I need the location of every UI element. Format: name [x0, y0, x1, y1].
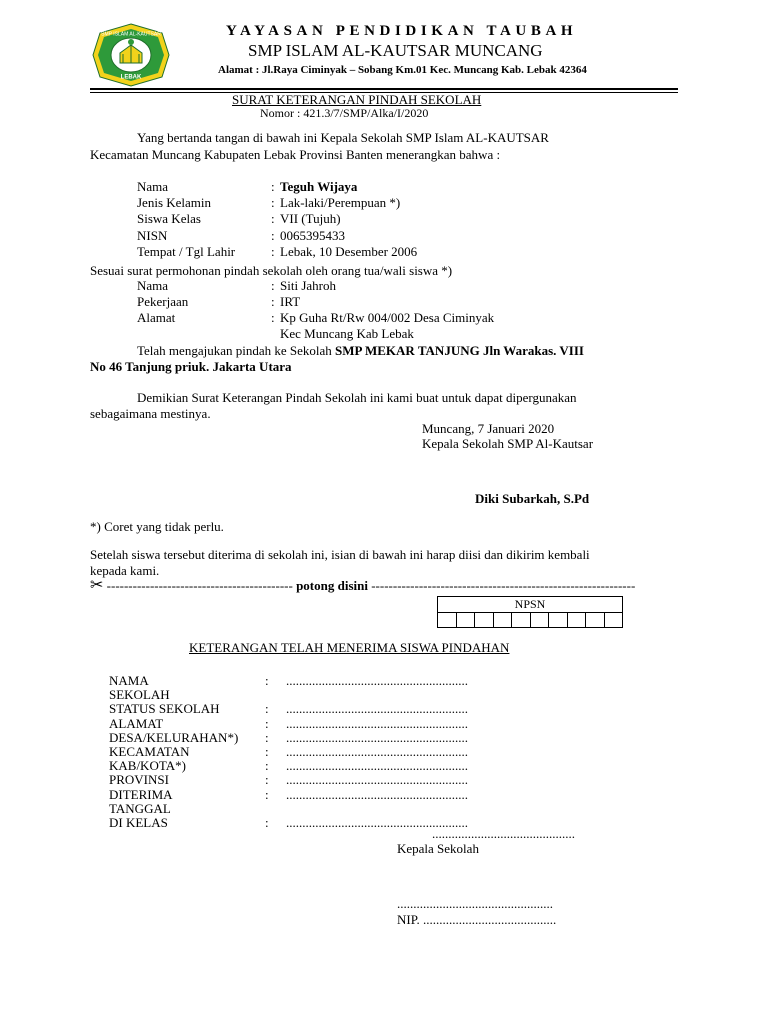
npsn-label: NPSN	[438, 597, 623, 613]
student-field-label: Jenis Kelamin	[137, 195, 212, 211]
receipt-field-label: TANGGAL	[109, 800, 171, 816]
logo-top-text: SMP ISLAM AL-KAUTSAR	[101, 31, 161, 38]
receipt-field-input[interactable]: ........................................................	[286, 815, 468, 830]
parent-field-value: Kp Guha Rt/Rw 004/002 Desa Ciminyak	[280, 310, 495, 325]
receipt-field-label: NAMA	[109, 673, 149, 688]
student-field-label: NISN	[137, 227, 168, 243]
receipt-field-colon: :	[265, 786, 269, 802]
npsn-digit-cell[interactable]	[475, 613, 494, 628]
transfer-line-1	[137, 343, 584, 359]
parent-address-line-2: Kec Muncang Kab Lebak	[280, 326, 414, 341]
foundation-name: YAYASAN PENDIDIKAN TAUBAH	[226, 23, 578, 39]
student-field-label: Tempat / Tgl Lahir	[137, 243, 236, 259]
npsn-digit-cell[interactable]	[512, 613, 531, 628]
header-divider-thick	[90, 88, 678, 90]
receipt-field-colon: :	[265, 729, 269, 745]
npsn-digit-cell[interactable]	[586, 613, 605, 628]
student-field-label: Nama	[137, 179, 169, 194]
student-field-colon: :	[271, 195, 275, 211]
npsn-digit-cell[interactable]	[530, 613, 549, 628]
receipt-field-input[interactable]: ........................................................	[286, 744, 468, 759]
scissors-icon: ✂	[90, 575, 104, 594]
receipt-field-label: DITERIMA	[109, 786, 173, 802]
receipt-field-label: DESA/KELURAHAN*)	[109, 729, 239, 745]
school-address: Alamat : Jl.Raya Ciminyak – Sobang Km.01 Kec. Muncang Kab. Lebak 42364	[218, 64, 587, 76]
cut-label: potong disini	[296, 578, 368, 593]
signer-title: Kepala Sekolah SMP Al-Kautsar	[422, 436, 594, 451]
receipt-signer-title: Kepala Sekolah	[397, 841, 479, 856]
student-field-colon: :	[271, 211, 275, 227]
receipt-title: KETERANGAN TELAH MENERIMA SISWA PINDAHAN	[189, 640, 510, 655]
receipt-field-colon: :	[265, 673, 269, 688]
closing-line-1: Demikian Surat Keterangan Pindah Sekolah ini kami buat untuk dapat dipergunakan	[137, 390, 577, 405]
logo-bottom-text: LEBAK	[120, 74, 142, 81]
parent-field-label: Nama	[137, 278, 169, 293]
signer-name: Diki Subarkah, S.Pd	[475, 491, 590, 506]
receipt-field-label: KECAMATAN	[109, 744, 190, 759]
npsn-digit-cell[interactable]	[604, 613, 623, 628]
receipt-field-colon: :	[265, 744, 269, 759]
receipt-field-colon: :	[265, 701, 269, 717]
transfer-school: SMP MEKAR TANJUNG Jln Warakas. VIII	[335, 343, 584, 358]
intro-line-1: Yang bertanda tangan di bawah ini Kepala Sekolah SMP Islam AL-KAUTSAR	[137, 130, 549, 145]
receipt-field-colon: :	[265, 815, 269, 830]
receipt-field-colon: :	[265, 758, 269, 774]
instruction-line-1: Setelah siswa tersebut diterima di sekolah ini, isian di bawah ini harap diisi dan dikirim kembali	[90, 547, 590, 562]
place-date: Muncang, 7 Januari 2020	[422, 421, 555, 436]
receipt-field-colon: :	[265, 772, 269, 788]
student-field-colon: :	[271, 227, 275, 243]
receipt-field-input[interactable]: ........................................................	[286, 673, 468, 688]
receipt-field-input[interactable]: ........................................................	[286, 729, 468, 745]
receipt-nip: NIP. .........................................	[397, 912, 557, 927]
receipt-field-label: SEKOLAH	[109, 687, 170, 703]
student-field-value: Lebak, 10 Desember 2006	[280, 243, 418, 259]
receipt-field-label: STATUS SEKOLAH	[109, 701, 220, 717]
student-field-label: Siswa Kelas	[137, 211, 201, 227]
cut-line	[90, 575, 635, 594]
npsn-box	[437, 596, 623, 628]
receipt-signer-name-dots: ................................................	[397, 896, 553, 911]
intro-line-2: Kecamatan Muncang Kabupaten Lebak Provinsi Banten menerangkan bahwa :	[90, 147, 501, 162]
school-name: SMP ISLAM AL-KAUTSAR MUNCANG	[248, 41, 543, 60]
student-field-colon: :	[271, 243, 275, 259]
receipt-field-label: PROVINSI	[109, 772, 169, 788]
npsn-digit-cell[interactable]	[567, 613, 586, 628]
receipt-field-label: DI KELAS	[109, 815, 168, 830]
receipt-field-input[interactable]: ........................................................	[286, 786, 468, 802]
letter-number: Nomor : 421.3/7/SMP/Alka/I/2020	[260, 106, 429, 120]
cut-dashes-right: -------------------------------------------------------------	[371, 578, 636, 593]
transfer-line-2: No 46 Tanjung priuk. Jakarta Utara	[90, 359, 292, 374]
student-field-colon: :	[271, 179, 275, 194]
closing-line-2: sebagaimana mestinya.	[90, 406, 211, 421]
receipt-signature-dots: ............................................	[432, 826, 575, 841]
receipt-field-input[interactable]: ........................................................	[286, 701, 468, 717]
footnote: *) Coret yang tidak perlu.	[90, 519, 224, 534]
receipt-field-colon: :	[265, 715, 269, 731]
parent-field-colon: :	[271, 310, 275, 325]
instruction-line-2: kepada kami.	[90, 563, 160, 578]
parent-field-label: Pekerjaan	[137, 294, 189, 309]
student-field-value: Teguh Wijaya	[280, 179, 358, 194]
parent-intro: Sesuai surat permohonan pindah sekolah oleh orang tua/wali siswa *)	[90, 263, 453, 278]
student-field-value: 0065395433	[280, 227, 345, 243]
receipt-field-input[interactable]: ........................................................	[286, 758, 468, 774]
receipt-field-label: KAB/KOTA*)	[109, 758, 186, 774]
receipt-field-input[interactable]: ........................................................	[286, 715, 468, 731]
npsn-digit-cell[interactable]	[493, 613, 512, 628]
parent-field-colon: :	[271, 294, 275, 309]
npsn-digit-cell[interactable]	[456, 613, 475, 628]
parent-field-colon: :	[271, 278, 275, 293]
student-field-value: VII (Tujuh)	[280, 211, 341, 227]
receipt-field-label: ALAMAT	[109, 715, 164, 731]
parent-field-value: Siti Jahroh	[280, 278, 336, 293]
parent-field-value: IRT	[280, 294, 301, 309]
receipt-field-input[interactable]: ........................................................	[286, 772, 468, 788]
npsn-digit-cell[interactable]	[549, 613, 568, 628]
parent-field-label: Alamat	[137, 310, 176, 325]
cut-dashes-left: -------------------------------------------	[106, 578, 293, 593]
npsn-digit-cell[interactable]	[438, 613, 457, 628]
letter-title: SURAT KETERANGAN PINDAH SEKOLAH	[232, 92, 482, 107]
student-field-value: Lak-laki/Perempuan *)	[280, 195, 401, 211]
transfer-prefix: Telah mengajukan pindah ke Sekolah	[137, 343, 332, 358]
school-logo	[92, 23, 170, 87]
